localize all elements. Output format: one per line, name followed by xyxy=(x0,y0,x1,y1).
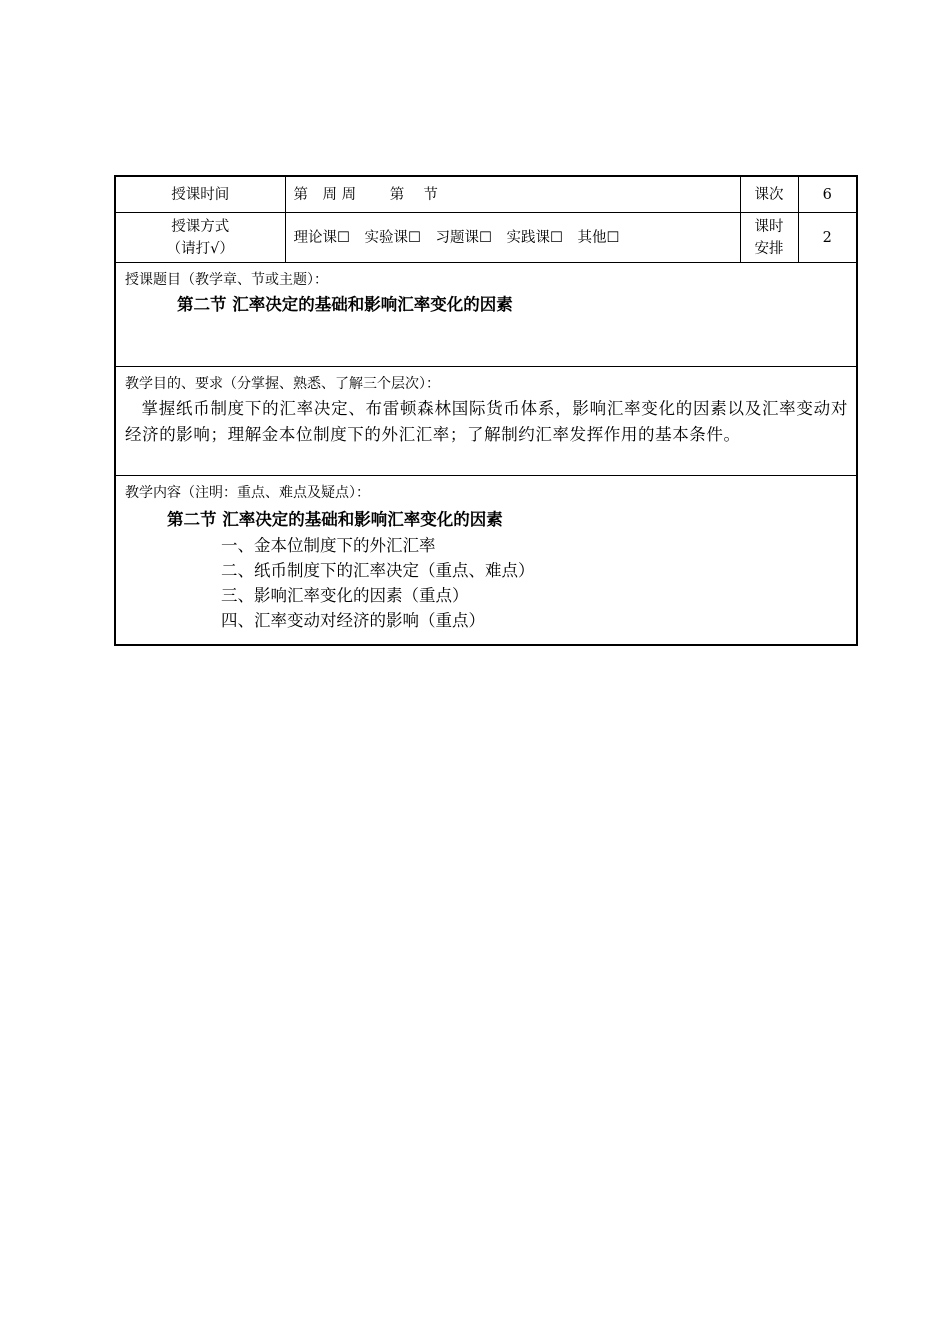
row-method xyxy=(115,213,857,263)
lesson-plan-table xyxy=(114,175,858,646)
objectives-cell xyxy=(115,367,857,476)
method-label-cell xyxy=(115,213,285,263)
topic-title: 第二节 汇率决定的基础和影响汇率变化的因素 xyxy=(177,295,513,314)
content-item: 三、影响汇率变化的因素（重点） xyxy=(221,586,469,605)
method-options: 理论课☐ 实验课☐ 习题课☐ 实践课☐ 其他☐ xyxy=(285,213,740,263)
time-label: 授课时间 xyxy=(115,176,285,213)
objectives-label: 教学目的、要求（分掌握、熟悉、了解三个层次）： xyxy=(125,376,440,392)
method-label-line2: （请打√） xyxy=(166,240,234,257)
session-label: 课次 xyxy=(740,176,798,213)
content-item: 二、纸币制度下的汇率决定（重点、难点） xyxy=(221,561,535,580)
method-label-line1: 授课方式 xyxy=(171,218,230,235)
hours-label-line1: 课时 xyxy=(754,218,784,235)
row-time xyxy=(115,176,857,213)
session-value: 6 xyxy=(798,176,857,213)
content-item: 一、金本位制度下的外汇汇率 xyxy=(221,536,436,555)
hours-label-line2: 安排 xyxy=(754,240,784,257)
topic-label: 授课题目（教学章、节或主题）： xyxy=(125,272,328,288)
content-item: 四、汇率变动对经济的影响（重点） xyxy=(221,611,485,630)
row-topic xyxy=(115,263,857,367)
content-cell xyxy=(115,476,857,646)
row-content xyxy=(115,476,857,646)
time-value: 第 周 周 第 节 xyxy=(285,176,740,213)
hours-label-cell xyxy=(740,213,798,263)
content-title: 第二节 汇率决定的基础和影响汇率变化的因素 xyxy=(167,510,503,529)
objectives-text: 掌握纸币制度下的汇率决定、布雷顿森林国际货币体系，影响汇率变化的因素以及汇率变动对经济的影响；理解金本位制度下的外汇汇率；了解制约汇率发挥作用的基本条件。 xyxy=(125,399,848,444)
content-label: 教学内容（注明：重点、难点及疑点）： xyxy=(125,485,370,501)
hours-value: 2 xyxy=(798,213,857,263)
row-objectives xyxy=(115,367,857,476)
topic-cell xyxy=(115,263,857,367)
